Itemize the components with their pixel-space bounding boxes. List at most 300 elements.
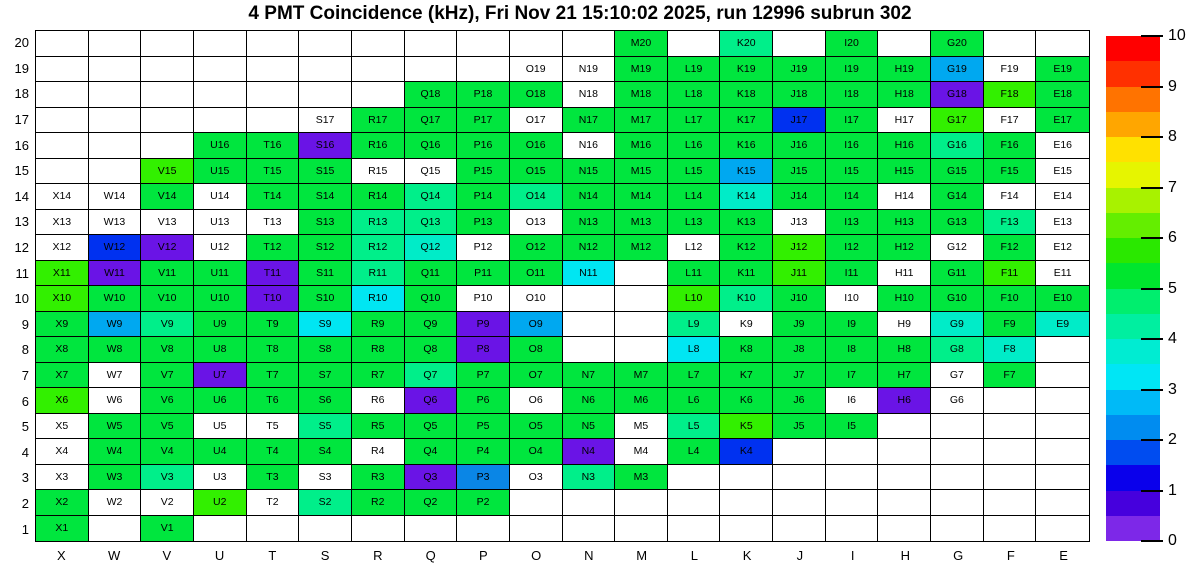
heatmap-cell: I10 bbox=[826, 286, 879, 312]
heatmap-cell: L7 bbox=[668, 363, 721, 389]
heatmap-cell: Q12 bbox=[405, 235, 458, 261]
heatmap-cell bbox=[668, 31, 721, 57]
heatmap-cell: S11 bbox=[299, 261, 352, 287]
heatmap-cell: I13 bbox=[826, 210, 879, 236]
heatmap-cell: H10 bbox=[878, 286, 931, 312]
heatmap-cell: K20 bbox=[720, 31, 773, 57]
colorbar-tick bbox=[1141, 540, 1163, 542]
colorbar-tick-label: 7 bbox=[1168, 178, 1177, 196]
heatmap-cell: V15 bbox=[141, 159, 194, 185]
heatmap-cell bbox=[510, 31, 563, 57]
heatmap-cell: O8 bbox=[510, 337, 563, 363]
heatmap-cell bbox=[563, 286, 616, 312]
heatmap-cell: T2 bbox=[247, 490, 300, 516]
heatmap-cell bbox=[773, 516, 826, 542]
x-axis-tick-label: X bbox=[57, 547, 66, 563]
heatmap-cell: N3 bbox=[563, 465, 616, 491]
heatmap-cell: M7 bbox=[615, 363, 668, 389]
heatmap-cell bbox=[615, 516, 668, 542]
heatmap-cell: L16 bbox=[668, 133, 721, 159]
heatmap-cell: Q10 bbox=[405, 286, 458, 312]
heatmap-cell: R4 bbox=[352, 439, 405, 465]
heatmap-cell: M6 bbox=[615, 388, 668, 414]
heatmap-cell: G18 bbox=[931, 82, 984, 108]
colorbar-band bbox=[1106, 440, 1160, 465]
heatmap-cell: V1 bbox=[141, 516, 194, 542]
heatmap-cell bbox=[510, 516, 563, 542]
heatmap-cell: R10 bbox=[352, 286, 405, 312]
x-axis-tick-label: O bbox=[531, 547, 542, 563]
y-axis-tick-label: 13 bbox=[14, 214, 29, 230]
heatmap-cell: F12 bbox=[984, 235, 1037, 261]
heatmap-cell: W10 bbox=[89, 286, 142, 312]
heatmap-cell: N7 bbox=[563, 363, 616, 389]
y-axis-tick-label: 12 bbox=[14, 240, 29, 256]
heatmap-cell: H16 bbox=[878, 133, 931, 159]
heatmap-cell bbox=[194, 82, 247, 108]
heatmap-cell: G11 bbox=[931, 261, 984, 287]
heatmap-cell: T9 bbox=[247, 312, 300, 338]
heatmap-cell: O13 bbox=[510, 210, 563, 236]
heatmap-cell bbox=[299, 31, 352, 57]
x-axis-tick-label: L bbox=[690, 547, 698, 563]
heatmap-cell: M14 bbox=[615, 184, 668, 210]
y-axis-tick-label: 2 bbox=[21, 496, 29, 512]
y-axis-tick-label: 3 bbox=[21, 470, 29, 486]
heatmap-cell: T16 bbox=[247, 133, 300, 159]
heatmap-cell: O10 bbox=[510, 286, 563, 312]
heatmap-cell bbox=[89, 516, 142, 542]
heatmap-cell: U9 bbox=[194, 312, 247, 338]
heatmap-cell: X14 bbox=[36, 184, 89, 210]
heatmap-cell: P11 bbox=[457, 261, 510, 287]
heatmap-cell: K9 bbox=[720, 312, 773, 338]
heatmap-cell: O12 bbox=[510, 235, 563, 261]
heatmap-cell: P16 bbox=[457, 133, 510, 159]
heatmap-cell: J14 bbox=[773, 184, 826, 210]
heatmap-cell: S13 bbox=[299, 210, 352, 236]
heatmap-cell: F15 bbox=[984, 159, 1037, 185]
heatmap-cell: T13 bbox=[247, 210, 300, 236]
heatmap-cell: J13 bbox=[773, 210, 826, 236]
heatmap-cell: G10 bbox=[931, 286, 984, 312]
heatmap-cell: P14 bbox=[457, 184, 510, 210]
colorbar-band bbox=[1106, 364, 1160, 389]
heatmap-cell bbox=[194, 516, 247, 542]
heatmap-cell: L12 bbox=[668, 235, 721, 261]
heatmap-cell: L15 bbox=[668, 159, 721, 185]
heatmap-cell: P2 bbox=[457, 490, 510, 516]
heatmap-cell bbox=[36, 159, 89, 185]
heatmap-cell bbox=[141, 31, 194, 57]
heatmap-cell bbox=[615, 490, 668, 516]
heatmap-cell: K18 bbox=[720, 82, 773, 108]
heatmap-cell bbox=[247, 516, 300, 542]
heatmap-cell: L13 bbox=[668, 210, 721, 236]
heatmap-cell: M4 bbox=[615, 439, 668, 465]
heatmap-cell bbox=[931, 490, 984, 516]
heatmap-cell: L8 bbox=[668, 337, 721, 363]
heatmap-cell: O7 bbox=[510, 363, 563, 389]
heatmap-cell: W9 bbox=[89, 312, 142, 338]
heatmap-cell: V12 bbox=[141, 235, 194, 261]
colorbar-band bbox=[1106, 289, 1160, 314]
y-axis bbox=[0, 30, 29, 542]
heatmap-cell: W14 bbox=[89, 184, 142, 210]
heatmap-cell bbox=[826, 490, 879, 516]
heatmap-cell: T4 bbox=[247, 439, 300, 465]
x-axis-tick-label: R bbox=[373, 547, 383, 563]
heatmap-cell: Q15 bbox=[405, 159, 458, 185]
heatmap-cell: Q5 bbox=[405, 414, 458, 440]
heatmap-cell: G17 bbox=[931, 108, 984, 134]
y-axis-tick-label: 7 bbox=[21, 368, 29, 384]
heatmap-cell: P17 bbox=[457, 108, 510, 134]
heatmap-cell: X2 bbox=[36, 490, 89, 516]
heatmap-cell: Q9 bbox=[405, 312, 458, 338]
heatmap-cell bbox=[457, 516, 510, 542]
x-axis bbox=[35, 546, 1090, 564]
heatmap-cell: U16 bbox=[194, 133, 247, 159]
heatmap-cell: U4 bbox=[194, 439, 247, 465]
heatmap-cell: F11 bbox=[984, 261, 1037, 287]
heatmap-cell: W12 bbox=[89, 235, 142, 261]
heatmap-cell: R11 bbox=[352, 261, 405, 287]
heatmap-cell: G8 bbox=[931, 337, 984, 363]
heatmap-cell: U2 bbox=[194, 490, 247, 516]
heatmap-cell: U3 bbox=[194, 465, 247, 491]
heatmap-cell bbox=[36, 57, 89, 83]
heatmap-cell bbox=[299, 82, 352, 108]
heatmap-cell: S5 bbox=[299, 414, 352, 440]
heatmap-cell: E16 bbox=[1036, 133, 1089, 159]
colorbar-tick-label: 3 bbox=[1168, 380, 1177, 398]
y-axis-tick-label: 11 bbox=[15, 265, 29, 281]
heatmap-cell bbox=[1036, 465, 1089, 491]
colorbar-tick bbox=[1141, 490, 1163, 492]
heatmap-cell: J16 bbox=[773, 133, 826, 159]
heatmap-cell bbox=[36, 133, 89, 159]
heatmap-cell bbox=[405, 31, 458, 57]
heatmap-cell bbox=[405, 516, 458, 542]
heatmap-cell bbox=[984, 465, 1037, 491]
heatmap-cell: O15 bbox=[510, 159, 563, 185]
heatmap-cell: I20 bbox=[826, 31, 879, 57]
heatmap-cell: S2 bbox=[299, 490, 352, 516]
heatmap-cell: X8 bbox=[36, 337, 89, 363]
heatmap-cell: T11 bbox=[247, 261, 300, 287]
heatmap-cell bbox=[36, 108, 89, 134]
colorbar-tick bbox=[1141, 389, 1163, 391]
heatmap-cell bbox=[141, 108, 194, 134]
heatmap-cell bbox=[141, 82, 194, 108]
heatmap-cell: E18 bbox=[1036, 82, 1089, 108]
heatmap-cell: R6 bbox=[352, 388, 405, 414]
heatmap-cell: G13 bbox=[931, 210, 984, 236]
heatmap-cell: R16 bbox=[352, 133, 405, 159]
heatmap-cell: I17 bbox=[826, 108, 879, 134]
heatmap-cell: R8 bbox=[352, 337, 405, 363]
heatmap-cell: F13 bbox=[984, 210, 1037, 236]
heatmap-cell bbox=[194, 108, 247, 134]
heatmap-cell bbox=[299, 57, 352, 83]
heatmap-cell bbox=[720, 465, 773, 491]
colorbar-tick-label: 0 bbox=[1168, 532, 1177, 549]
colorbar-band bbox=[1106, 390, 1160, 415]
heatmap-cell: Q17 bbox=[405, 108, 458, 134]
heatmap-cell: I12 bbox=[826, 235, 879, 261]
heatmap-cell: O17 bbox=[510, 108, 563, 134]
heatmap-cell: N14 bbox=[563, 184, 616, 210]
heatmap-cell: O16 bbox=[510, 133, 563, 159]
heatmap-cell: F19 bbox=[984, 57, 1037, 83]
heatmap-cell: E19 bbox=[1036, 57, 1089, 83]
heatmap-cell: O9 bbox=[510, 312, 563, 338]
heatmap-cell: N19 bbox=[563, 57, 616, 83]
heatmap-cell: O14 bbox=[510, 184, 563, 210]
heatmap-cell: N18 bbox=[563, 82, 616, 108]
heatmap-cell: S15 bbox=[299, 159, 352, 185]
heatmap-cell: K6 bbox=[720, 388, 773, 414]
heatmap-cell: W6 bbox=[89, 388, 142, 414]
heatmap-cell: X11 bbox=[36, 261, 89, 287]
heatmap-cell: T15 bbox=[247, 159, 300, 185]
heatmap-cell: I18 bbox=[826, 82, 879, 108]
heatmap-cell: X13 bbox=[36, 210, 89, 236]
heatmap-cell: H9 bbox=[878, 312, 931, 338]
heatmap-cell: U5 bbox=[194, 414, 247, 440]
heatmap-cell bbox=[563, 337, 616, 363]
heatmap-cell bbox=[773, 31, 826, 57]
heatmap-cell bbox=[878, 465, 931, 491]
heatmap-cell: O6 bbox=[510, 388, 563, 414]
heatmap-cell bbox=[668, 490, 721, 516]
heatmap-cell bbox=[1036, 337, 1089, 363]
x-axis-tick-label: S bbox=[320, 547, 330, 563]
heatmap-cell: E17 bbox=[1036, 108, 1089, 134]
heatmap-cell: O3 bbox=[510, 465, 563, 491]
heatmap-cell: S14 bbox=[299, 184, 352, 210]
heatmap-cell: Q11 bbox=[405, 261, 458, 287]
heatmap-cell: U12 bbox=[194, 235, 247, 261]
heatmap-cell: P6 bbox=[457, 388, 510, 414]
heatmap-cell: T6 bbox=[247, 388, 300, 414]
heatmap-cell: H14 bbox=[878, 184, 931, 210]
heatmap-cell: J12 bbox=[773, 235, 826, 261]
heatmap-cell: S7 bbox=[299, 363, 352, 389]
heatmap-cell: Q6 bbox=[405, 388, 458, 414]
colorbar-band bbox=[1106, 516, 1160, 541]
heatmap-cell: H11 bbox=[878, 261, 931, 287]
heatmap-cell: N5 bbox=[563, 414, 616, 440]
x-axis-tick-label: H bbox=[900, 547, 911, 563]
heatmap-cell: P7 bbox=[457, 363, 510, 389]
heatmap-cell bbox=[141, 133, 194, 159]
heatmap-cell: R9 bbox=[352, 312, 405, 338]
heatmap-cell bbox=[826, 439, 879, 465]
heatmap-cell: H18 bbox=[878, 82, 931, 108]
heatmap-cell: V2 bbox=[141, 490, 194, 516]
heatmap-cell bbox=[563, 516, 616, 542]
heatmap-cell bbox=[615, 286, 668, 312]
heatmap-cell: I8 bbox=[826, 337, 879, 363]
heatmap-cell: X5 bbox=[36, 414, 89, 440]
colorbar-tick-label: 5 bbox=[1168, 279, 1177, 297]
heatmap-cell: Q4 bbox=[405, 439, 458, 465]
heatmap-cell: X9 bbox=[36, 312, 89, 338]
heatmap-cell: H7 bbox=[878, 363, 931, 389]
heatmap-cell bbox=[89, 31, 142, 57]
heatmap-cell: G16 bbox=[931, 133, 984, 159]
heatmap-cell: U15 bbox=[194, 159, 247, 185]
heatmap-cell bbox=[1036, 414, 1089, 440]
heatmap-cell bbox=[1036, 439, 1089, 465]
heatmap-cell: P18 bbox=[457, 82, 510, 108]
heatmap-cell: T3 bbox=[247, 465, 300, 491]
heatmap-cell bbox=[89, 108, 142, 134]
heatmap-cell: Q13 bbox=[405, 210, 458, 236]
x-axis-tick-label: F bbox=[1006, 547, 1015, 563]
heatmap-cell: G14 bbox=[931, 184, 984, 210]
x-axis-tick-label: I bbox=[850, 547, 855, 563]
heatmap-cell bbox=[826, 465, 879, 491]
heatmap-cell: I7 bbox=[826, 363, 879, 389]
heatmap-cell bbox=[773, 465, 826, 491]
heatmap-cell: K5 bbox=[720, 414, 773, 440]
heatmap-cell bbox=[984, 490, 1037, 516]
heatmap-grid bbox=[35, 30, 1090, 542]
heatmap-cell: J7 bbox=[773, 363, 826, 389]
heatmap-cell: S12 bbox=[299, 235, 352, 261]
heatmap-cell: V5 bbox=[141, 414, 194, 440]
heatmap-cell bbox=[984, 388, 1037, 414]
x-axis-tick-label: N bbox=[584, 547, 594, 563]
heatmap-cell: T12 bbox=[247, 235, 300, 261]
heatmap-cell: V14 bbox=[141, 184, 194, 210]
heatmap-cell bbox=[720, 490, 773, 516]
heatmap-cell: R17 bbox=[352, 108, 405, 134]
heatmap-cell: M15 bbox=[615, 159, 668, 185]
heatmap-cell: S16 bbox=[299, 133, 352, 159]
colorbar-band bbox=[1106, 137, 1160, 162]
heatmap-cell bbox=[984, 414, 1037, 440]
heatmap-cell: N6 bbox=[563, 388, 616, 414]
heatmap-cell bbox=[615, 312, 668, 338]
heatmap-cell: J6 bbox=[773, 388, 826, 414]
heatmap-cell bbox=[36, 82, 89, 108]
heatmap-cell: R15 bbox=[352, 159, 405, 185]
heatmap-cell: I11 bbox=[826, 261, 879, 287]
heatmap-cell: W7 bbox=[89, 363, 142, 389]
colorbar-band bbox=[1106, 263, 1160, 288]
heatmap-cell: G7 bbox=[931, 363, 984, 389]
heatmap-cell: W5 bbox=[89, 414, 142, 440]
heatmap-cell: V3 bbox=[141, 465, 194, 491]
heatmap-cell: V9 bbox=[141, 312, 194, 338]
heatmap-cell: I16 bbox=[826, 133, 879, 159]
heatmap-cell: W13 bbox=[89, 210, 142, 236]
y-axis-tick-label: 6 bbox=[21, 393, 29, 409]
colorbar-band bbox=[1106, 465, 1160, 490]
heatmap-cell bbox=[931, 414, 984, 440]
y-axis-tick-label: 17 bbox=[14, 112, 29, 128]
heatmap-cell: H12 bbox=[878, 235, 931, 261]
heatmap-cell bbox=[247, 108, 300, 134]
heatmap-cell: Q8 bbox=[405, 337, 458, 363]
heatmap-cell: K19 bbox=[720, 57, 773, 83]
heatmap-cell: T7 bbox=[247, 363, 300, 389]
heatmap-cell: G12 bbox=[931, 235, 984, 261]
heatmap-cell: H8 bbox=[878, 337, 931, 363]
y-axis-tick-label: 16 bbox=[14, 137, 29, 153]
colorbar-band bbox=[1106, 238, 1160, 263]
heatmap-cell: I19 bbox=[826, 57, 879, 83]
heatmap-cell: X10 bbox=[36, 286, 89, 312]
heatmap-cell bbox=[1036, 388, 1089, 414]
heatmap-cell bbox=[668, 465, 721, 491]
x-axis-tick-label: V bbox=[162, 547, 172, 563]
heatmap-cell: K17 bbox=[720, 108, 773, 134]
x-axis-tick-label: G bbox=[953, 547, 964, 563]
x-axis-tick-label: Q bbox=[425, 547, 436, 563]
colorbar-band bbox=[1106, 87, 1160, 112]
heatmap-cell: K11 bbox=[720, 261, 773, 287]
heatmap-cell: R7 bbox=[352, 363, 405, 389]
heatmap-cell: G6 bbox=[931, 388, 984, 414]
heatmap-cell: G15 bbox=[931, 159, 984, 185]
heatmap-cell bbox=[931, 439, 984, 465]
colorbar-band bbox=[1106, 61, 1160, 86]
heatmap-cell bbox=[668, 516, 721, 542]
heatmap-cell: U8 bbox=[194, 337, 247, 363]
x-axis-tick-label: W bbox=[107, 547, 121, 563]
colorbar-tick bbox=[1141, 439, 1163, 441]
colorbar-band bbox=[1106, 415, 1160, 440]
heatmap-cell: O18 bbox=[510, 82, 563, 108]
heatmap-cell: W8 bbox=[89, 337, 142, 363]
heatmap-cell bbox=[89, 133, 142, 159]
colorbar-band bbox=[1106, 339, 1160, 364]
colorbar-tick-label: 9 bbox=[1168, 77, 1177, 95]
heatmap-cell: N4 bbox=[563, 439, 616, 465]
heatmap-cell bbox=[405, 57, 458, 83]
heatmap-cell: G9 bbox=[931, 312, 984, 338]
heatmap-cell: S4 bbox=[299, 439, 352, 465]
colorbar-tick-label: 4 bbox=[1168, 330, 1177, 347]
heatmap-cell: M16 bbox=[615, 133, 668, 159]
heatmap-cell: V10 bbox=[141, 286, 194, 312]
heatmap-cell: F10 bbox=[984, 286, 1037, 312]
heatmap-cell: F17 bbox=[984, 108, 1037, 134]
heatmap-cell: P9 bbox=[457, 312, 510, 338]
heatmap-cell: J9 bbox=[773, 312, 826, 338]
heatmap-cell bbox=[457, 31, 510, 57]
heatmap-cell: F8 bbox=[984, 337, 1037, 363]
heatmap-cell: S9 bbox=[299, 312, 352, 338]
heatmap-cell: O4 bbox=[510, 439, 563, 465]
heatmap-cell: J11 bbox=[773, 261, 826, 287]
heatmap-cell: V11 bbox=[141, 261, 194, 287]
colorbar-tick-label: 1 bbox=[1168, 481, 1177, 499]
heatmap-cell: R12 bbox=[352, 235, 405, 261]
heatmap-cell: K15 bbox=[720, 159, 773, 185]
heatmap-cell: L14 bbox=[668, 184, 721, 210]
heatmap-cell: K16 bbox=[720, 133, 773, 159]
heatmap-cell bbox=[352, 57, 405, 83]
heatmap-cell: Q18 bbox=[405, 82, 458, 108]
heatmap-cell: Q2 bbox=[405, 490, 458, 516]
heatmap-cell: V8 bbox=[141, 337, 194, 363]
